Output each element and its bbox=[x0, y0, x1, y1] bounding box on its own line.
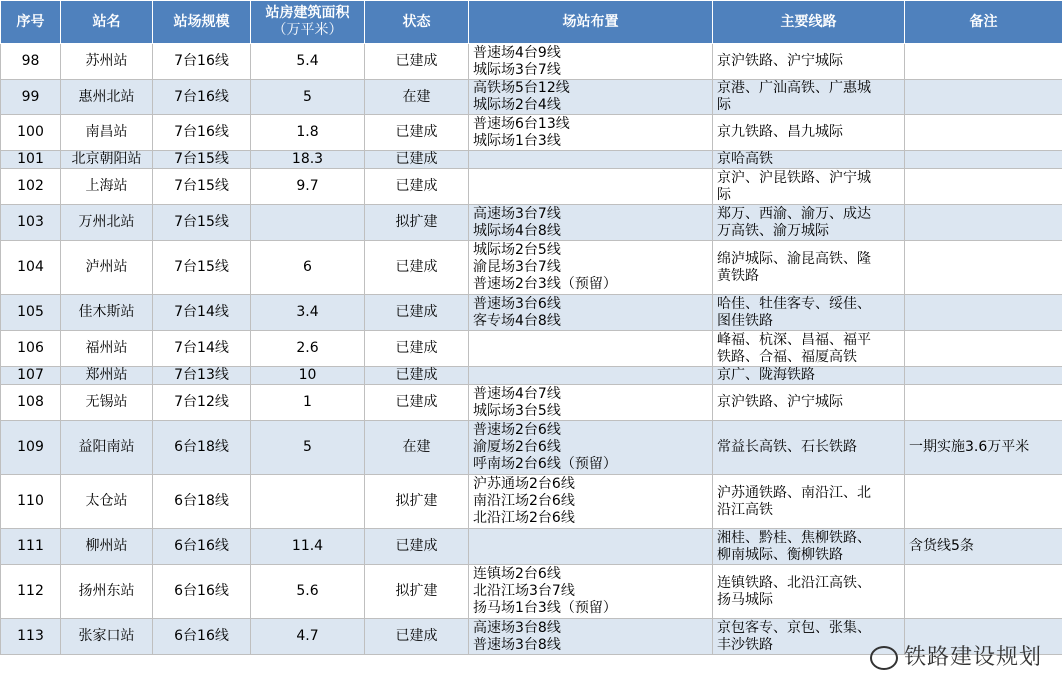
cell-routes-line: 际 bbox=[717, 186, 731, 203]
cell-layout bbox=[469, 331, 713, 367]
cell-scale: 6台16线 bbox=[153, 529, 251, 565]
cell-routes-line: 沪苏通铁路、南沿江、北 bbox=[717, 484, 871, 501]
cell-status: 已建成 bbox=[365, 385, 469, 421]
cell-name: 扬州东站 bbox=[61, 565, 153, 619]
cell-scale: 7台16线 bbox=[153, 44, 251, 80]
cell-seq: 104 bbox=[1, 241, 61, 295]
cell-name: 泸州站 bbox=[61, 241, 153, 295]
table-row bbox=[1, 205, 1062, 241]
cell-layout bbox=[469, 80, 713, 115]
cell-area: 5 bbox=[251, 80, 365, 115]
cell-note bbox=[905, 115, 1062, 151]
cell-routes bbox=[713, 529, 905, 565]
cell-area: 1 bbox=[251, 385, 365, 421]
cell-layout-line: 城际场2台4线 bbox=[473, 97, 561, 113]
cell-name: 北京朝阳站 bbox=[61, 151, 153, 169]
cell-routes-line: 峰福、杭深、昌福、福平 bbox=[717, 331, 871, 348]
cell-scale: 7台16线 bbox=[153, 80, 251, 115]
table-row bbox=[1, 385, 1062, 421]
cell-layout bbox=[469, 169, 713, 205]
cell-name: 柳州站 bbox=[61, 529, 153, 565]
cell-routes bbox=[713, 475, 905, 529]
cell-seq: 108 bbox=[1, 385, 61, 421]
cell-status: 已建成 bbox=[365, 241, 469, 295]
table-row bbox=[1, 169, 1062, 205]
cell-routes-line: 京哈高铁 bbox=[717, 151, 773, 167]
cell-scale: 6台16线 bbox=[153, 619, 251, 655]
cell-layout-line: 城际场4台8线 bbox=[473, 222, 561, 239]
cell-layout-line: 渝厦场2台6线 bbox=[473, 439, 561, 455]
header-row bbox=[1, 1, 1062, 44]
cell-status: 已建成 bbox=[365, 295, 469, 331]
cell-routes-line: 湘桂、黔桂、焦柳铁路、 bbox=[717, 529, 871, 546]
header-note: 备注 bbox=[905, 1, 1062, 44]
table-row bbox=[1, 151, 1062, 169]
cell-status: 已建成 bbox=[365, 619, 469, 655]
cell-routes-line: 绵泸城际、渝昆高铁、隆 bbox=[717, 250, 871, 267]
cell-layout-line: 高铁场5台12线 bbox=[473, 80, 570, 96]
cell-routes bbox=[713, 241, 905, 295]
cell-name: 福州站 bbox=[61, 331, 153, 367]
cell-routes-line: 郑万、西渝、渝万、成达 bbox=[717, 205, 871, 222]
cell-routes-line: 常益长高铁、石长铁路 bbox=[717, 439, 857, 455]
cell-layout-line: 城际场3台5线 bbox=[473, 402, 561, 419]
cell-note: 一期实施3.6万平米 bbox=[905, 421, 1062, 475]
cell-note bbox=[905, 385, 1062, 421]
cell-scale: 7台16线 bbox=[153, 115, 251, 151]
cell-area: 1.8 bbox=[251, 115, 365, 151]
cell-layout bbox=[469, 529, 713, 565]
cell-name: 无锡站 bbox=[61, 385, 153, 421]
cell-routes-line: 扬马城际 bbox=[717, 591, 773, 608]
cell-name: 苏州站 bbox=[61, 44, 153, 80]
header-area-line2: （万平米） bbox=[272, 22, 343, 38]
cell-scale: 7台15线 bbox=[153, 151, 251, 169]
cell-note bbox=[905, 475, 1062, 529]
cell-routes-line: 哈佳、牡佳客专、绥佳、 bbox=[717, 295, 871, 312]
cell-routes-line: 连镇铁路、北沿江高铁、 bbox=[717, 574, 871, 591]
cell-status: 拟扩建 bbox=[365, 475, 469, 529]
table-row bbox=[1, 115, 1062, 151]
cell-layout bbox=[469, 421, 713, 475]
cell-layout bbox=[469, 241, 713, 295]
cell-status: 拟扩建 bbox=[365, 565, 469, 619]
cell-area bbox=[251, 205, 365, 241]
cell-routes-line: 京九铁路、昌九城际 bbox=[717, 124, 843, 140]
cell-name: 太仓站 bbox=[61, 475, 153, 529]
cell-status: 已建成 bbox=[365, 115, 469, 151]
cell-note bbox=[905, 80, 1062, 115]
cell-routes-line: 铁路、合福、福厦高铁 bbox=[717, 348, 857, 365]
cell-layout bbox=[469, 475, 713, 529]
cell-layout bbox=[469, 151, 713, 169]
cell-layout-line: 客专场4台8线 bbox=[473, 312, 561, 329]
cell-routes-line: 京沪铁路、沪宁城际 bbox=[717, 394, 843, 410]
cell-name: 佳木斯站 bbox=[61, 295, 153, 331]
cell-seq: 111 bbox=[1, 529, 61, 565]
cell-routes-line: 京沪、沪昆铁路、沪宁城 bbox=[717, 169, 871, 186]
cell-layout-line: 沪苏通场2台6线 bbox=[473, 476, 575, 492]
cell-routes-line: 京包客专、京包、张集、 bbox=[717, 619, 871, 636]
cell-scale: 6台16线 bbox=[153, 565, 251, 619]
cell-scale: 7台14线 bbox=[153, 331, 251, 367]
cell-routes-line: 京沪铁路、沪宁城际 bbox=[717, 53, 843, 69]
cell-layout bbox=[469, 205, 713, 241]
cell-seq: 110 bbox=[1, 475, 61, 529]
cell-layout-line: 连镇场2台6线 bbox=[473, 566, 561, 582]
header-name: 站名 bbox=[61, 1, 153, 44]
cell-layout bbox=[469, 385, 713, 421]
cell-layout-line: 普速场4台9线 bbox=[473, 44, 561, 61]
header-scale: 站场规模 bbox=[153, 1, 251, 44]
cell-scale: 7台15线 bbox=[153, 205, 251, 241]
cell-status: 已建成 bbox=[365, 331, 469, 367]
cell-layout-line: 普速场4台7线 bbox=[473, 385, 561, 402]
table-row bbox=[1, 367, 1062, 385]
cell-routes-line: 柳南城际、衡柳铁路 bbox=[717, 546, 843, 563]
cell-routes-line: 图佳铁路 bbox=[717, 312, 773, 329]
cell-status: 已建成 bbox=[365, 367, 469, 385]
cell-status: 在建 bbox=[365, 80, 469, 115]
cell-status: 在建 bbox=[365, 421, 469, 475]
cell-note bbox=[905, 241, 1062, 295]
cell-layout-line: 北沿江场3台7线 bbox=[473, 583, 575, 599]
cell-layout-line: 北沿江场2台6线 bbox=[473, 510, 575, 526]
cell-note bbox=[905, 151, 1062, 169]
cell-routes bbox=[713, 205, 905, 241]
cell-routes bbox=[713, 115, 905, 151]
cell-routes bbox=[713, 331, 905, 367]
cell-routes bbox=[713, 151, 905, 169]
cell-seq: 101 bbox=[1, 151, 61, 169]
cell-area: 4.7 bbox=[251, 619, 365, 655]
cell-seq: 109 bbox=[1, 421, 61, 475]
table-row bbox=[1, 529, 1062, 565]
cell-scale: 7台15线 bbox=[153, 169, 251, 205]
cell-scale: 6台18线 bbox=[153, 421, 251, 475]
cell-layout-line: 城际场3台7线 bbox=[473, 61, 561, 78]
cell-routes bbox=[713, 385, 905, 421]
cell-name: 惠州北站 bbox=[61, 80, 153, 115]
cell-area: 6 bbox=[251, 241, 365, 295]
cell-seq: 106 bbox=[1, 331, 61, 367]
cell-routes bbox=[713, 80, 905, 115]
cell-routes-line: 丰沙铁路 bbox=[717, 636, 773, 653]
cell-seq: 107 bbox=[1, 367, 61, 385]
cell-routes bbox=[713, 295, 905, 331]
cell-area: 5.4 bbox=[251, 44, 365, 80]
table-body bbox=[1, 44, 1062, 655]
watermark bbox=[870, 640, 1042, 671]
header-layout: 场站布置 bbox=[469, 1, 713, 44]
cell-note bbox=[905, 565, 1062, 619]
cell-seq: 112 bbox=[1, 565, 61, 619]
header-status: 状态 bbox=[365, 1, 469, 44]
cell-status: 已建成 bbox=[365, 529, 469, 565]
table-row bbox=[1, 295, 1062, 331]
table-row bbox=[1, 475, 1062, 529]
cell-status: 已建成 bbox=[365, 151, 469, 169]
cell-layout-line: 高速场3台8线 bbox=[473, 619, 561, 636]
cell-area: 2.6 bbox=[251, 331, 365, 367]
cell-routes-line: 黄铁路 bbox=[717, 267, 759, 284]
cell-layout bbox=[469, 565, 713, 619]
cell-routes bbox=[713, 421, 905, 475]
cell-seq: 103 bbox=[1, 205, 61, 241]
cell-area: 3.4 bbox=[251, 295, 365, 331]
wechat-icon bbox=[870, 646, 898, 670]
cell-status: 拟扩建 bbox=[365, 205, 469, 241]
cell-note bbox=[905, 169, 1062, 205]
cell-seq: 98 bbox=[1, 44, 61, 80]
cell-area: 11.4 bbox=[251, 529, 365, 565]
cell-layout-line: 扬马场1台3线（预留） bbox=[473, 600, 617, 616]
table-row bbox=[1, 421, 1062, 475]
cell-layout bbox=[469, 619, 713, 655]
cell-status: 已建成 bbox=[365, 44, 469, 80]
cell-note: 含货线5条 bbox=[905, 529, 1062, 565]
cell-name: 万州北站 bbox=[61, 205, 153, 241]
cell-routes-line: 际 bbox=[717, 97, 731, 113]
cell-area: 18.3 bbox=[251, 151, 365, 169]
cell-area bbox=[251, 475, 365, 529]
watermark-text: 铁路建设规划 bbox=[904, 645, 1043, 670]
table-row bbox=[1, 44, 1062, 80]
cell-seq: 105 bbox=[1, 295, 61, 331]
cell-scale: 7台14线 bbox=[153, 295, 251, 331]
cell-name: 郑州站 bbox=[61, 367, 153, 385]
cell-area: 10 bbox=[251, 367, 365, 385]
cell-scale: 6台18线 bbox=[153, 475, 251, 529]
cell-note bbox=[905, 295, 1062, 331]
header-seq: 序号 bbox=[1, 1, 61, 44]
cell-status: 已建成 bbox=[365, 169, 469, 205]
cell-layout-line: 城际场1台3线 bbox=[473, 132, 561, 149]
cell-layout bbox=[469, 115, 713, 151]
cell-note bbox=[905, 205, 1062, 241]
header-routes: 主要线路 bbox=[713, 1, 905, 44]
header-area-line1: 站房建筑面积 bbox=[265, 5, 350, 21]
cell-routes bbox=[713, 44, 905, 80]
cell-layout-line: 普速场6台13线 bbox=[473, 115, 570, 132]
cell-name: 南昌站 bbox=[61, 115, 153, 151]
cell-routes bbox=[713, 367, 905, 385]
cell-routes-line: 万高铁、渝万城际 bbox=[717, 222, 829, 239]
table-row bbox=[1, 331, 1062, 367]
table-row bbox=[1, 565, 1062, 619]
cell-layout-line: 高速场3台7线 bbox=[473, 205, 561, 222]
cell-scale: 7台13线 bbox=[153, 367, 251, 385]
cell-layout-line: 城际场2台5线 bbox=[473, 242, 561, 258]
cell-name: 益阳南站 bbox=[61, 421, 153, 475]
table-row bbox=[1, 241, 1062, 295]
cell-routes bbox=[713, 565, 905, 619]
cell-seq: 99 bbox=[1, 80, 61, 115]
cell-layout-line: 南沿江场2台6线 bbox=[473, 493, 575, 509]
cell-layout-line: 普速场3台8线 bbox=[473, 636, 561, 653]
cell-seq: 102 bbox=[1, 169, 61, 205]
cell-note bbox=[905, 367, 1062, 385]
header-area bbox=[251, 1, 365, 44]
cell-routes-line: 京港、广汕高铁、广惠城 bbox=[717, 80, 871, 96]
cell-seq: 113 bbox=[1, 619, 61, 655]
cell-name: 张家口站 bbox=[61, 619, 153, 655]
cell-routes-line: 京广、陇海铁路 bbox=[717, 367, 815, 383]
cell-layout bbox=[469, 44, 713, 80]
cell-layout bbox=[469, 295, 713, 331]
cell-routes-line: 沿江高铁 bbox=[717, 501, 773, 518]
cell-note bbox=[905, 331, 1062, 367]
table-row bbox=[1, 80, 1062, 115]
cell-area: 5.6 bbox=[251, 565, 365, 619]
cell-note bbox=[905, 44, 1062, 80]
cell-routes bbox=[713, 169, 905, 205]
cell-scale: 7台15线 bbox=[153, 241, 251, 295]
cell-layout-line: 呼南场2台6线（预留） bbox=[473, 456, 617, 472]
cell-layout-line: 普速场2台6线 bbox=[473, 422, 561, 438]
cell-seq: 100 bbox=[1, 115, 61, 151]
cell-area: 5 bbox=[251, 421, 365, 475]
cell-layout-line: 渝昆场3台7线 bbox=[473, 259, 561, 275]
cell-name: 上海站 bbox=[61, 169, 153, 205]
cell-area: 9.7 bbox=[251, 169, 365, 205]
cell-layout-line: 普速场3台6线 bbox=[473, 295, 561, 312]
cell-layout-line: 普速场2台3线（预留） bbox=[473, 276, 617, 292]
cell-scale: 7台12线 bbox=[153, 385, 251, 421]
cell-layout bbox=[469, 367, 713, 385]
